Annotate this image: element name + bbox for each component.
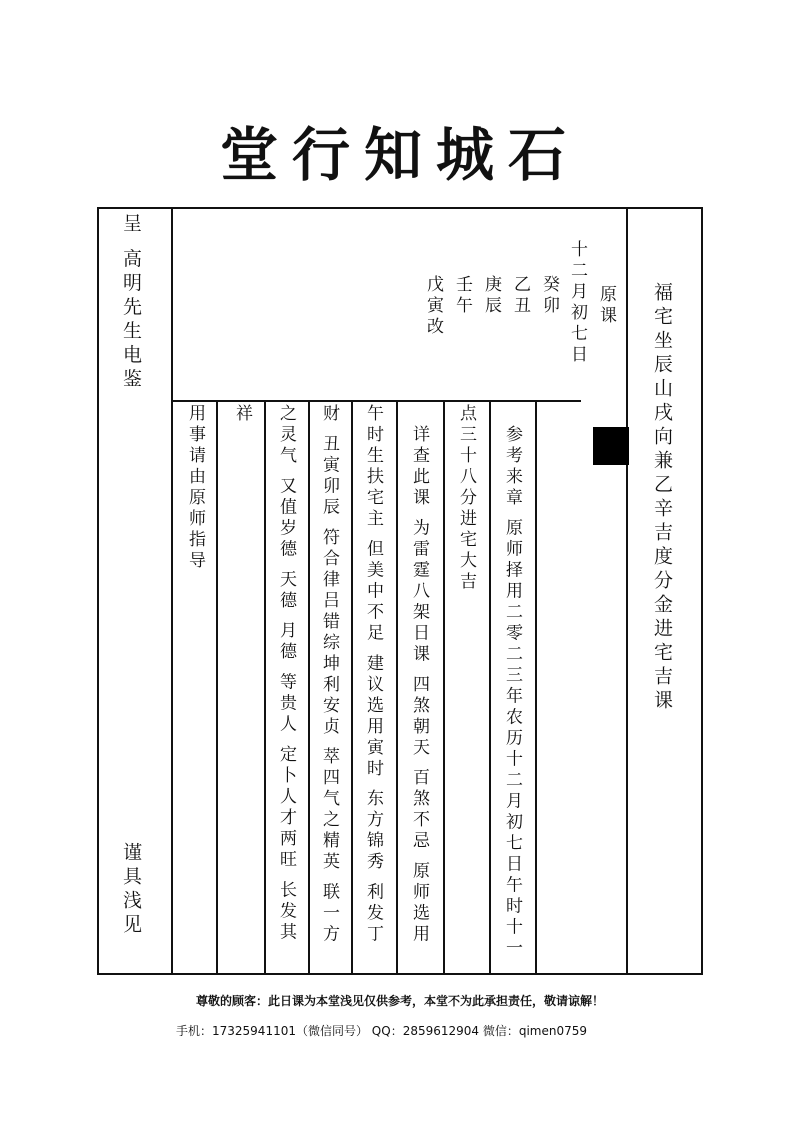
pillar-month: 乙丑 [510,275,530,317]
body-column-8: 用事请由原师指导 [185,404,205,572]
col-line-8 [535,400,537,975]
redaction-block [593,427,629,465]
divider-header [171,400,581,402]
disclaimer-text: 尊敬的顾客：此日课为本堂浅见仅供参考，本堂不为此承担责任，敬请谅解！ [195,994,604,1008]
body-column-4: 午时生扶宅主 但美中不足 建议选用寅时 东方锦秀 利发丁 [363,404,383,946]
recipient-text: 呈 高明先生电鉴 [120,213,142,393]
col-line-2 [264,400,266,975]
col-line-6 [443,400,445,975]
closing-text: 谨具浅见 [120,842,142,938]
contact-text: 手机：17325941101（微信同号） QQ：2859612904 微信：qimen0759 [176,1024,588,1038]
lesson-heading: 福宅坐辰山戌向兼乙辛吉度分金进宅吉课 [651,282,673,714]
pillar-suggested: 戊寅改 [423,275,443,338]
divider-right [626,207,628,975]
body-column-5: 财 丑寅卯辰 符合律吕错综坤利安贞 萃四气之精英 联一方 [319,404,339,946]
body-column-3: 详查此课 为雷霆八架日课 四煞朝天 百煞不忌 原师选用 [409,425,429,946]
pillar-hour: 壬午 [452,275,472,317]
body-column-6: 之灵气 又值岁德 天德 月德 等贵人 定卜人才两旺 长发其 [276,404,296,944]
col-line-5 [396,400,398,975]
col-line-7 [489,400,491,975]
original-lesson-label: 原课 [596,285,616,327]
col-line-3 [308,400,310,975]
col-line-1 [216,400,218,975]
original-lesson-date: 十二月初七日 [567,240,587,366]
pillar-day: 庚辰 [481,275,501,317]
divider-left [171,207,173,975]
page-title: 堂行知城石 [219,121,580,189]
body-column-2: 点三十八分进宅大吉 [456,404,476,593]
col-line-4 [351,400,353,975]
body-column-1: 参考来章 原师择用二零二三年农历十二月初七日午时十一 [502,425,522,960]
pillar-year: 癸卯 [539,275,559,317]
body-column-7: 祥 [232,404,252,425]
